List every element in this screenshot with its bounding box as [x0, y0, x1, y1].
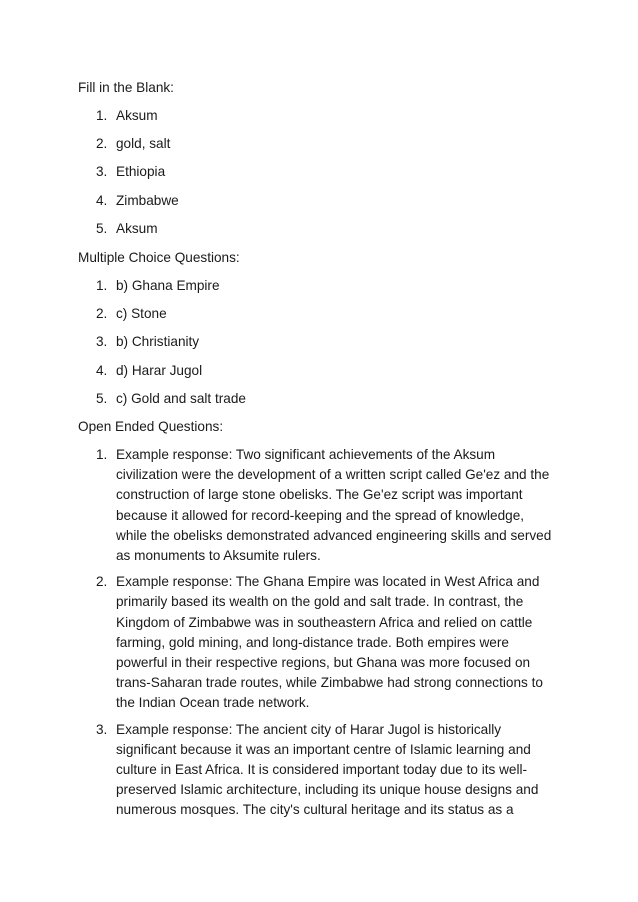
item-number: 5.: [96, 220, 108, 236]
paragraph-line: Example response: Two significant achievements of the Aksum: [116, 447, 496, 462]
item-number: 1.: [96, 278, 108, 293]
fill-blank-heading: Fill in the Blank:: [78, 80, 174, 95]
paragraph-line: because it allowed for record-keeping and the spread of knowledge,: [116, 507, 525, 523]
paragraph-line: preserved Islamic architecture, including its unique house designs and: [116, 782, 539, 798]
paragraph-line: civilization were the development of a written script called Ge'ez and the: [116, 467, 550, 483]
answer-paragraph: [116, 445, 566, 566]
item-number: 1.: [96, 447, 108, 462]
answer-paragraph: [116, 572, 566, 713]
item-number: 4.: [96, 362, 108, 378]
item-number: 2.: [96, 306, 108, 322]
item-text: b) Ghana Empire: [116, 278, 220, 293]
paragraph-line: trans-Saharan trade routes, while Zimbabwe had strong connections to: [116, 675, 543, 691]
list-item: [0, 572, 566, 713]
item-number: 5.: [96, 390, 108, 406]
item-text: Aksum: [116, 220, 158, 236]
item-text: Aksum: [116, 108, 158, 123]
paragraph-line: construction of large stone obelisks. The Ge'ez script was important: [116, 487, 523, 503]
item-number: 4.: [96, 192, 108, 208]
paragraph-line: farming, gold mining, and long-distance trade. Both empires were: [116, 634, 509, 650]
paragraph-line: the Indian Ocean trade network.: [116, 695, 310, 711]
item-text: d) Harar Jugol: [116, 362, 203, 378]
item-text: gold, salt: [116, 136, 171, 152]
list-item: [0, 445, 566, 566]
item-text: Zimbabwe: [116, 192, 179, 208]
open-ended-list: [0, 445, 566, 827]
list-item: [0, 720, 566, 821]
paragraph-line: primarily based its wealth on the gold and salt trade. In contrast, the: [116, 594, 524, 610]
answer-paragraph: [116, 720, 566, 821]
item-text: c) Stone: [116, 306, 167, 322]
paragraph-line: Example response: The Ghana Empire was located in West Africa and: [116, 574, 540, 590]
multiple-choice-heading: Multiple Choice Questions:: [78, 250, 240, 265]
paragraph-line: culture in East Africa. It is considered important today due to its well-: [116, 762, 528, 778]
item-number: 3.: [96, 164, 108, 180]
paragraph-line: as monuments to Aksumite rulers.: [116, 548, 321, 564]
item-number: 3.: [96, 721, 108, 737]
open-ended-heading: Open Ended Questions:: [78, 419, 224, 434]
paragraph-line: Kingdom of Zimbabwe was in southeastern Africa and relied on cattle: [116, 614, 533, 630]
item-number: 1.: [96, 108, 108, 123]
paragraph-line: while the obelisks demonstrated advanced engineering skills and served: [116, 527, 552, 543]
item-number: 2.: [96, 574, 108, 590]
paragraph-line: powerful in their respective regions, but Ghana was more focused on: [116, 655, 531, 671]
item-number: 3.: [96, 334, 108, 350]
item-text: b) Christianity: [116, 334, 200, 350]
item-number: 2.: [96, 136, 108, 152]
item-text: Ethiopia: [116, 164, 166, 180]
paragraph-line: Example response: The ancient city of Harar Jugol is historically: [116, 721, 502, 737]
paragraph-line: significant because it was an important centre of Islamic learning and: [116, 741, 531, 757]
item-text: c) Gold and salt trade: [116, 390, 246, 406]
paragraph-line: numerous mosques. The city's cultural heritage and its status as a: [116, 802, 514, 818]
